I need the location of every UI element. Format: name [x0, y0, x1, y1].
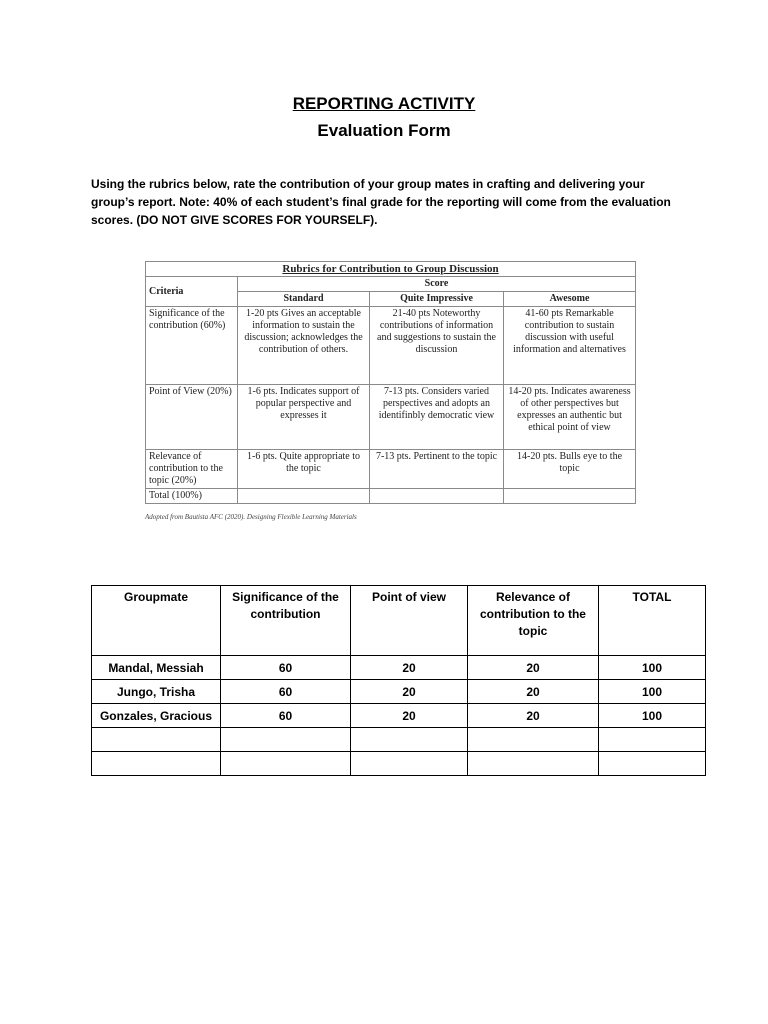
- evaluation-table: [91, 585, 706, 776]
- rubric-total-cell: [238, 489, 370, 504]
- table-row-empty: [92, 752, 706, 776]
- page-title: REPORTING ACTIVITY: [292, 94, 476, 113]
- rubric-title: Rubrics for Contribution to Group Discussion: [146, 262, 636, 277]
- score-point-of-view[interactable]: [351, 728, 468, 752]
- rubric-score-label: Score: [238, 277, 636, 292]
- rubric-image: [145, 261, 635, 521]
- score-total[interactable]: [599, 728, 706, 752]
- rubric-cell: 7-13 pts. Pertinent to the topic: [370, 450, 504, 489]
- rubric-total-label: Total (100%): [146, 489, 238, 504]
- groupmate-name: Mandal, Messiah: [92, 656, 221, 680]
- rubric-table: [145, 261, 636, 504]
- score-total: 100: [599, 680, 706, 704]
- score-relevance[interactable]: 20: [468, 704, 599, 728]
- rubric-cell: 41-60 pts Remarkable contribution to sustain discussion with useful information and alternatives: [504, 307, 636, 385]
- rubric-level: Standard: [238, 292, 370, 307]
- rubric-level: Awesome: [504, 292, 636, 307]
- score-point-of-view[interactable]: [351, 752, 468, 776]
- header-groupmate: Groupmate: [92, 586, 221, 656]
- rubric-level: Quite Impressive: [370, 292, 504, 307]
- score-relevance[interactable]: 20: [468, 656, 599, 680]
- rubric-criterion: Point of View (20%): [146, 385, 238, 450]
- score-total: 100: [599, 656, 706, 680]
- page-subtitle: Evaluation Form: [317, 121, 451, 140]
- instructions: Using the rubrics below, rate the contribution of your group mates in crafting and delivering your group’s report. Note: 40% of each student’s final grade for the reporting will come from the evaluation scores. (DO NOT GIVE SCORES FOR YOURSELF).: [91, 177, 671, 227]
- header-significance: Significance of the contribution: [221, 586, 351, 656]
- score-relevance[interactable]: [468, 752, 599, 776]
- score-point-of-view[interactable]: 20: [351, 704, 468, 728]
- groupmate-name: Gonzales, Gracious: [92, 704, 221, 728]
- header-relevance: Relevance of contribution to the topic: [468, 586, 599, 656]
- score-total[interactable]: [599, 752, 706, 776]
- score-relevance[interactable]: 20: [468, 680, 599, 704]
- rubric-criteria-label: Criteria: [146, 277, 238, 307]
- rubric-cell: 1-20 pts Gives an acceptable information to sustain the discussion; acknowledges the contribution of others.: [238, 307, 370, 385]
- score-relevance[interactable]: [468, 728, 599, 752]
- groupmate-name[interactable]: [92, 752, 221, 776]
- rubric-source-note: Adopted from Bautista AFC (2020). Designing Flexible Learning Materials: [145, 513, 357, 521]
- rubric-cell: 7-13 pts. Considers varied perspectives and adopts an identifinbly democratic view: [370, 385, 504, 450]
- rubric-criterion: Significance of the contribution (60%): [146, 307, 238, 385]
- table-row: [92, 680, 706, 704]
- score-significance[interactable]: [221, 728, 351, 752]
- rubric-total-cell: [504, 489, 636, 504]
- table-row: [92, 656, 706, 680]
- rubric-total-cell: [370, 489, 504, 504]
- rubric-cell: 21-40 pts Noteworthy contributions of information and suggestions to sustain the discussion: [370, 307, 504, 385]
- score-significance[interactable]: 60: [221, 704, 351, 728]
- rubric-cell: 1-6 pts. Indicates support of popular perspective and expresses it: [238, 385, 370, 450]
- table-row: [92, 704, 706, 728]
- table-row-empty: [92, 728, 706, 752]
- score-point-of-view[interactable]: 20: [351, 680, 468, 704]
- rubric-cell: 14-20 pts. Indicates awareness of other perspectives but expresses an authentic but ethical point of view: [504, 385, 636, 450]
- header-total: TOTAL: [599, 586, 706, 656]
- rubric-criterion: Relevance of contribution to the topic (20%): [146, 450, 238, 489]
- rubric-cell: 1-6 pts. Quite appropriate to the topic: [238, 450, 370, 489]
- score-total: 100: [599, 704, 706, 728]
- score-significance[interactable]: [221, 752, 351, 776]
- groupmate-name: Jungo, Trisha: [92, 680, 221, 704]
- table-header-row: [92, 586, 706, 656]
- header-point-of-view: Point of view: [351, 586, 468, 656]
- score-significance[interactable]: 60: [221, 656, 351, 680]
- score-significance[interactable]: 60: [221, 680, 351, 704]
- rubric-cell: 14-20 pts. Bulls eye to the topic: [504, 450, 636, 489]
- groupmate-name[interactable]: [92, 728, 221, 752]
- score-point-of-view[interactable]: 20: [351, 656, 468, 680]
